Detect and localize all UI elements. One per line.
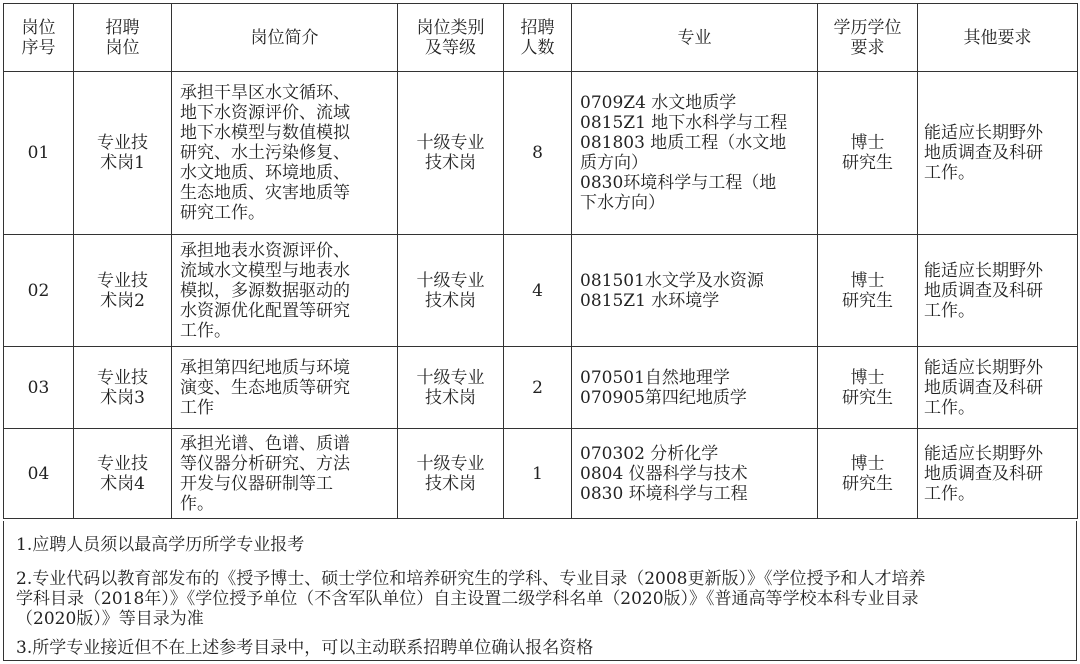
other-cell: 能适应长期野外 地质调查及科研 工作。 xyxy=(918,72,1078,235)
count-cell: 2 xyxy=(504,347,572,429)
table-row xyxy=(4,72,1078,235)
post-cell: 专业技 术岗2 xyxy=(74,235,172,347)
seq-cell: 01 xyxy=(4,72,74,235)
header-seq: 岗位 序号 xyxy=(4,4,74,72)
grade-cell: 十级专业 技术岗 xyxy=(398,429,504,519)
post-cell: 专业技 术岗1 xyxy=(74,72,172,235)
note-1: 1.应聘人员须以最高学历所学专业报考 xyxy=(16,535,305,555)
degree-cell: 博士 研究生 xyxy=(818,347,918,429)
degree-cell: 博士 研究生 xyxy=(818,429,918,519)
header-major: 专业 xyxy=(572,4,818,72)
desc-cell: 承担光谱、色谱、质谱 等仪器分析研究、方法 开发与仪器研制等工 作。 xyxy=(172,429,398,519)
header-other: 其他要求 xyxy=(918,4,1078,72)
desc-cell: 承担干旱区水文循环、 地下水资源评价、流域 地下水模型与数值模拟 研究、水土污染修复、 水文地质、环境地质、 生态地质、灾害地质等 研究工作。 xyxy=(172,72,398,235)
header-desc: 岗位简介 xyxy=(172,4,398,72)
note-3: 3.所学专业接近但不在上述参考目录中，可以主动联系招聘单位确认报名资格 xyxy=(16,638,594,658)
grade-cell: 十级专业 技术岗 xyxy=(398,347,504,429)
header-count: 招聘 人数 xyxy=(504,4,572,72)
grade-cell: 十级专业 技术岗 xyxy=(398,72,504,235)
degree-cell: 博士 研究生 xyxy=(818,235,918,347)
desc-cell: 承担地表水资源评价、 流域水文模型与地表水 模拟，多源数据驱动的 水资源优化配置等研究 工作。 xyxy=(172,235,398,347)
major-cell: 081501水文学及水资源 0815Z1 水环境学 xyxy=(572,235,818,347)
table-row xyxy=(4,347,1078,429)
major-cell: 0709Z4 水文地质学 0815Z1 地下水科学与工程 081803 地质工程（水文地 质方向） 0830环境科学与工程（地 下水方向） xyxy=(572,72,818,235)
desc-cell: 承担第四纪地质与环境 演变、生态地质等研究 工作 xyxy=(172,347,398,429)
other-cell: 能适应长期野外 地质调查及科研 工作。 xyxy=(918,429,1078,519)
recruitment-table xyxy=(3,3,1078,519)
count-cell: 1 xyxy=(504,429,572,519)
header-degree: 学历学位 要求 xyxy=(818,4,918,72)
other-cell: 能适应长期野外 地质调查及科研 工作。 xyxy=(918,235,1078,347)
grade-cell: 十级专业 技术岗 xyxy=(398,235,504,347)
major-cell: 070302 分析化学 0804 仪器科学与技术 0830 环境科学与工程 xyxy=(572,429,818,519)
table-row xyxy=(4,429,1078,519)
count-cell: 4 xyxy=(504,235,572,347)
table-row xyxy=(4,235,1078,347)
header-grade: 岗位类别 及等级 xyxy=(398,4,504,72)
seq-cell: 04 xyxy=(4,429,74,519)
degree-cell: 博士 研究生 xyxy=(818,72,918,235)
notes-section xyxy=(3,521,1077,661)
header-row xyxy=(4,4,1078,72)
note-2: 2.专业代码以教育部发布的《授予博士、硕士学位和培养研究生的学科、专业目录（2008更新版）》《学位授予和人才培养 学科目录（2018年）》《学位授予单位（不含军队单位）自主设置二级学科名单（2020版）》《普通高等学校本科专业目录 （2020版）》等目录为准 xyxy=(16,569,926,629)
other-cell: 能适应长期野外 地质调查及科研 工作。 xyxy=(918,347,1078,429)
post-cell: 专业技 术岗4 xyxy=(74,429,172,519)
seq-cell: 03 xyxy=(4,347,74,429)
count-cell: 8 xyxy=(504,72,572,235)
seq-cell: 02 xyxy=(4,235,74,347)
header-post: 招聘 岗位 xyxy=(74,4,172,72)
major-cell: 070501自然地理学 070905第四纪地质学 xyxy=(572,347,818,429)
post-cell: 专业技 术岗3 xyxy=(74,347,172,429)
